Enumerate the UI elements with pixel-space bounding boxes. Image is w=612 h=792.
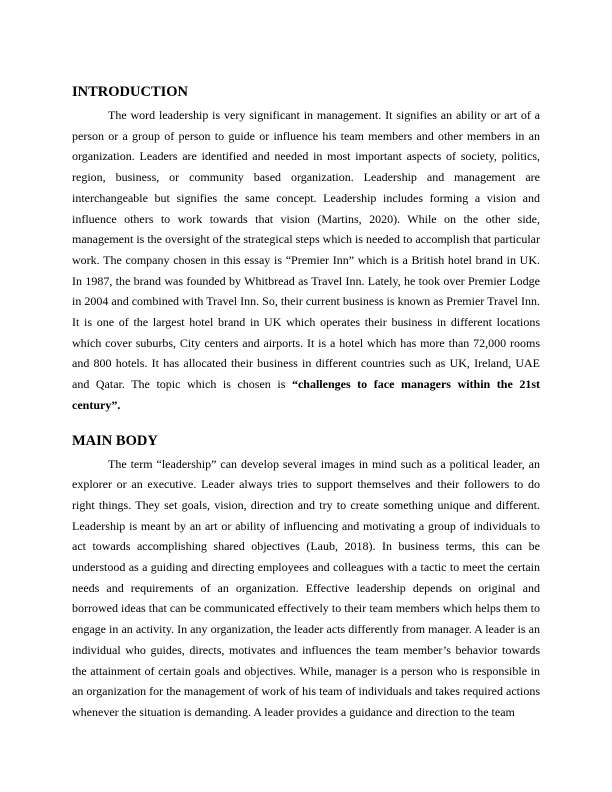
introduction-paragraph (72, 105, 540, 416)
topic-emphasis: “challenges to face managers within the 21st century”. (72, 377, 541, 412)
introduction-heading: INTRODUCTION (72, 84, 189, 100)
document-page (72, 82, 540, 723)
main-body-paragraph: The term “leadership” can develop several images in mind such as a political leader, an explorer or an executive. Leader always tries to support themselves and their followers to do right things. They set goals, vision, direction and try to create something unique and different. Leadership is meant by an art or ability of influencing and motivating a group of individuals to act towards accomplishing shared objectives (Laub, 2018). In business terms, this can be understood as a guiding and directing employees and colleagues with a tactic to meet the certain needs and requirements of an organization. Effective leadership depends on original and borrowed ideas that can be communicated effectively to their team members which helps them to engage in an activity. In any organization, the leader acts differently from manager. A leader is an individual who guides, directs, motivates and influences the team member’s behavior towards the attainment of certain goals and objectives. While, manager is a person who is responsible in an organization for the management of work of his team of individuals and takes required actions whenever the situation is demanding. A leader provides a guidance and direction to the team (72, 456, 540, 719)
introduction-text: The word leadership is very significant in management. It signifies an ability or art of a person or a group of person to guide or influence his team members and other members in an organization. Leaders are identified and needed in most important aspects of society, politics, region, business, or community based organization. Leadership and management are interchangeable but signifies the same concept. Leadership includes forming a vision and influence others to work towards that vision (Martins, 2020). While on the other side, management is the oversight of the strategical steps which is needed to accomplish that particular work. The company chosen in this essay is “Premier Inn” which is a British hotel brand in UK. In 1987, the brand was founded by Whitbread as Travel Inn. Lately, he took over Premier Lodge in 2004 and combined with Travel Inn. So, their current business is known as Premier Travel Inn. It is one of the largest hotel brand in UK which operates their business in different locations which cover suburbs, City centers and airports. It is a hotel which has more than 72,000 rooms and 800 hotels. It has allocated their business in different countries such as UK, Ireland, UAE and Qatar. The topic which is chosen is (72, 108, 540, 392)
main-body-heading: MAIN BODY (72, 432, 158, 449)
